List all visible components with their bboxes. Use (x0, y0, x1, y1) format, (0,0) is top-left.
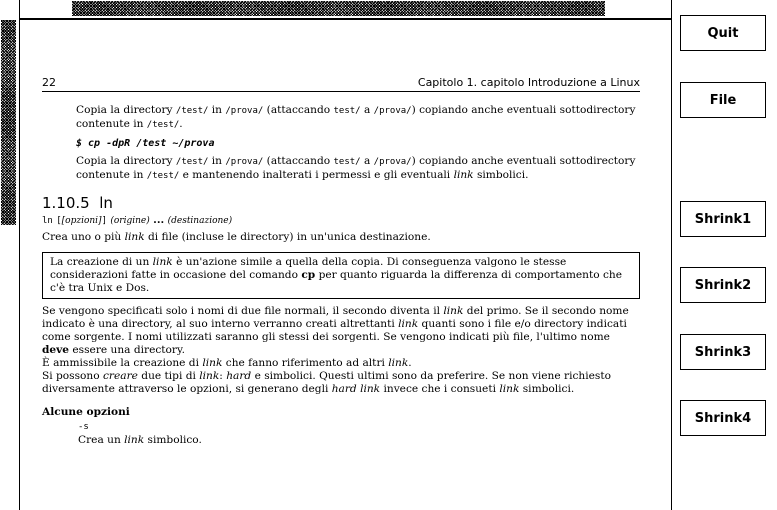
scrollbar-divider (20, 18, 671, 20)
vertical-scroll-thumb[interactable] (1, 20, 16, 225)
document-page (42, 76, 640, 447)
command-synopsis: ln [[opzioni]] (origine) ... (destinazione) (42, 214, 233, 226)
paragraph-1: Se vengono specificati solo i nomi di due file normali, il secondo diventa il link del primo. Se il secondo nome indicato è una directory, al suo interno verranno creati altrettanti link quanti sono i file e/o directory indicati come sorgente. I nomi utilizzati saranno gli stessi dei sorgenti. Se vengono indicati più file, l'ultimo nome deve essere una directory. (42, 305, 629, 356)
page-number: 22 (42, 76, 56, 89)
quit-button[interactable]: Quit (680, 15, 766, 51)
command-sidebar (672, 0, 777, 510)
shrink3-button[interactable]: Shrink3 (680, 334, 766, 370)
file-button[interactable]: File (680, 82, 766, 118)
chapter-title: Capitolo 1. capitolo Introduzione a Linux (417, 76, 640, 89)
intro-paragraph: Crea uno o più link di file (incluse le directory) in un'unica destinazione. (42, 231, 431, 243)
horizontal-scrollbar[interactable] (20, 0, 671, 18)
shrink1-button[interactable]: Shrink1 (680, 201, 766, 237)
option-description: Crea un link simbolico. (78, 434, 202, 446)
code-example: $ cp -dpR /test ~/prova (76, 138, 215, 149)
document-viewport (19, 0, 673, 510)
shrink2-button[interactable]: Shrink2 (680, 267, 766, 303)
paragraph-2: È ammissibile la creazione di link che fanno riferimento ad altri link. (42, 357, 412, 369)
note-box: La creazione di un link è un'azione simile a quella della copia. Di conseguenza valgono le stesse considerazioni fatte in occasione del comando cp per quanto riguarda la differenza di comportamento che c'è tra Unix e Dos. (42, 252, 640, 299)
option-s (42, 421, 640, 447)
paragraph-3: Si possono creare due tipi di link: hard e simbolici. Questi ultimi sono da preferire. Se non viene richiesto diversamente attraverso le opzioni, si generano degli hard link invece che i consueti link simbolici. (42, 370, 611, 395)
shrink4-button[interactable]: Shrink4 (680, 400, 766, 436)
paragraph-copy-1: Copia la directory /test/ in /prova/ (attaccando test/ a /prova/) copiando anche eventuali sottodirectory contenute in /test/. (76, 104, 636, 130)
paragraph-copy-2: Copia la directory /test/ in /prova/ (attaccando test/ a /prova/) copiando anche eventuali sottodirectory contenute in /test/ e mantenendo inalterati i permessi e gli eventuali link simbolici. (76, 155, 636, 181)
option-flag: -s (78, 422, 89, 432)
options-heading: Alcune opzioni (42, 406, 130, 418)
vertical-scrollbar[interactable] (0, 20, 18, 510)
running-head (42, 76, 640, 92)
horizontal-scroll-thumb[interactable] (72, 1, 605, 16)
section-heading: 1.10.5 ln (42, 194, 113, 212)
